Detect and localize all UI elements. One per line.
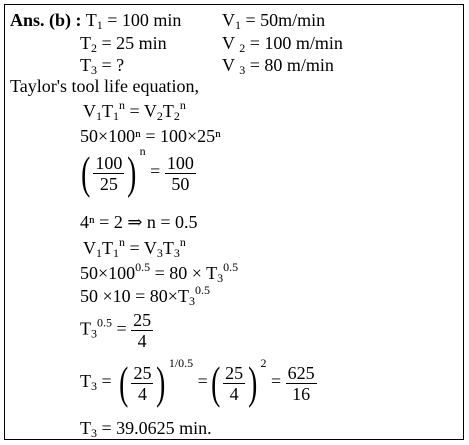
equation-taylor: $V_1T_1^n = V_2T_2^n$ [83,98,186,123]
equation-6: $50\times 100^{0.5} = 80 \times T_3^{0.5}$ [80,260,239,285]
given-line-2: $T_2 = 25$ min [80,33,167,55]
equation-9: $T_3$ = ( $\frac{25}{4}$ ) $^{1/0.5}$ =( $\frac{25}{4}$ ) $^2$ = $\frac{625}{16}$ [80,356,315,408]
equation-5: $V_1T_1^n = V_3T_3^n$ [83,235,186,260]
equation-3: ( $\frac{100}{25}$ ) $^n$ = $\frac{100}{50}$ [81,144,194,198]
result-line: $T_3 = 39.0625$ min. [80,418,212,440]
given-v3: V $_3$ = 80 m/min [222,55,334,77]
given-v2: V $_2$ = 100 m/min [222,33,343,55]
equation-2: 50×100ⁿ = 100×25ⁿ [80,126,221,146]
equation-7: $50 \times 10 = 80\times T_3^{0.5}$ [80,283,210,308]
given-v1: $V_1 = 50m/\min$ [222,10,326,32]
equation-4: 4ⁿ = 2 ⇒ n = 0.5 [80,212,198,232]
heading: Taylor's tool life equation, [10,76,199,96]
given-line-3: $T_3$ = ? [80,55,125,77]
given-line-1: Ans. (b) : $T_1 = 100$ min [10,10,182,32]
equation-8: $T_3^{0.5}$ = $\frac{25}{4}$ [80,310,152,351]
answer-label: Ans. (b) : [10,10,82,30]
